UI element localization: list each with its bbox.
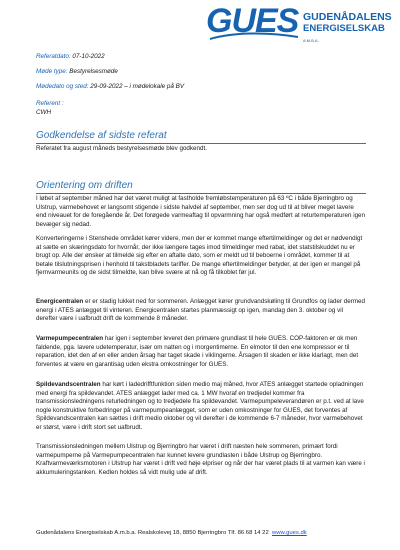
logo-swoosh-icon (208, 30, 300, 42)
ref-date-label: Referatdato: (36, 53, 71, 60)
section-title-approval: Godkendelse af sidste referat (36, 130, 167, 141)
meeting-date-place-label: Mødedato og sted: (36, 83, 89, 90)
logo-word: GUES (206, 2, 299, 40)
logo-line-1: GUDENÅDALENS (303, 11, 392, 23)
company-logo (206, 2, 392, 43)
operations-paragraph-2: Konverteringerne i Stenshede området kører videre, men der er kommet mange eftertilmeldinger og det er nødvendigt at sætte en skæringsdato for hvornår, der ikke længere tages imod tilmeldinger med rabat, idet statstilskuddet nu er brugt op. Alle der ønsker at tilmelde sig efter en aftalte dato, som er meldt ud til beboerne i området, kommer til at betale tilslutningsprisen i henhold til takstbladets tariffer. De mange eftertilmeldinger betyder, at der igen er mangel på fjernvarmeunits og de sidst tilmeldte, kan blive svære at nå og få tilkoblet før jul. (36, 235, 363, 276)
meeting-date-place (36, 82, 184, 91)
varmepumpecentralen-label: Varmepumpecentralen (36, 335, 104, 342)
meeting-date-place-value: 29-09-2022 – i mødelokale på BV (90, 83, 185, 90)
operations-paragraph-6: Transmissionsledningen mellem Ulstrup og Bjerringbro har været i drift næsten hele sommeren, primært fordi varmepumperne på Varmepumpecentralen har kunnet levere grundlasten i både Ulstrup og Bjerringbro. Kraftvarmeværksmotoren i Ulstrup har været i drift ved høje elpriser og når der har været plads til at varmen kan være i akkumuleringstanken. Kedlen holdes så vidt mulig ude af drift. (36, 443, 365, 476)
approval-text: Referatet fra august måneds bestyrelsesmøde blev godkendt. (36, 145, 207, 152)
operations-paragraph-4: Varmepumpecentralen har igen i september leveret den primære grundlast til hele GUES. COP-faktoren er ok men faldende, pga. lavere udetemperatur, især om natten og i morgentimerne. En elmotor til den ene kompressor er til reparation, idet den af en eller anden årsag har taget skade i viklingerne. Årsagen til skaden er ikke klarlagt, men det forventes at være en garantisag uden ekstra omkostninger for GUES. (36, 335, 359, 368)
spildevandscentralen-label: Spildevandscentralen (36, 381, 101, 388)
meeting-type-label: Møde type: (36, 68, 68, 75)
meeting-type (36, 67, 118, 76)
operations-paragraph-1: I løbet af september måned har det været muligt at fastholde fremløbstemperaturen på 63 ºC i både Bjerringbro og Ulstrup, varmebehovet er langsomt stigende i sidste halvdel af september, men ser dog ud til at bliver meget lavere end niveauet for de foregående år. Det forøgede varmeaftag til opvarmning har også medført at returtemperaturen igen bevæger sig nedad. (36, 195, 366, 228)
footer-text: Gudenådalens Energiselskab A.m.b.a. Realskolevej 18, 8850 Bjerringbro Tlf. 86 68 14 22 (36, 530, 269, 536)
operations-paragraph-3: Energicentralen er er stadig lukket ned for sommeren. Anlægget kører grundvandskøling til Grundfos og lader dermed energi i ATES anlægget til vinteren. Energicentralen startes planmæssigt op igen, mandag den 3. oktober og vil derefter være i uafbrudt drift de kommende 8 måneder. (36, 298, 365, 322)
referent-label: Referent : (36, 100, 64, 107)
meeting-type-value: Bestyrelsesmøde (69, 68, 118, 75)
logo-line-2: ENERGISELSKAB A.M.B.A. (303, 23, 385, 43)
footer-website-link[interactable]: www.gues.dk (272, 530, 307, 536)
operations-paragraph-5: Spildevandscentralen har kørt i ladedrifftfunktion siden medio maj måned, hvor ATES anlægget startede opladningen med energi fra spildevandet. ATES anlægget lader med ca. 1 MW hvoraf en tredjedel kommer fra transmissionsledningens returledningen og to tredjedele fra spildevandet. Varmepumpeleverandøren er p.t. ved at lave nogle konstruktive forbedringer på varmepumpeanlægget, som er uden omkostninger for GUES, det forventes af Spildevandscentralen kan sættes i drift medio oktober og vil derefter i de kommende 6-7 måneder, hvor varmebehovet er størst, være i drift stort set uafbrudt. (36, 381, 364, 431)
section-divider (36, 193, 366, 194)
referent-value: CWH (36, 109, 52, 116)
section-title-operations: Orientering om driften (36, 180, 133, 191)
page-footer (36, 530, 366, 536)
section-divider (36, 143, 366, 144)
ref-date (36, 52, 105, 61)
energicentralen-label: Energicentralen (36, 298, 84, 305)
ref-date-value: 07-10-2022 (72, 53, 105, 60)
